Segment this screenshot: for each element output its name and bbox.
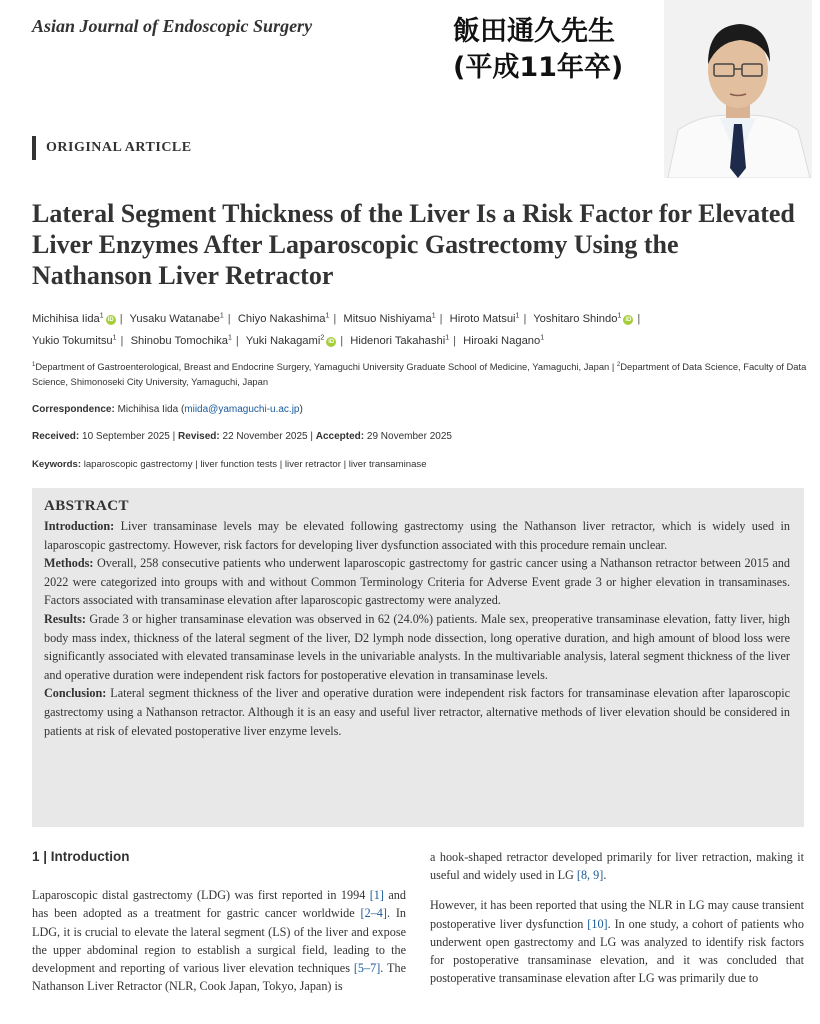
abstract-heading: ABSTRACT [44,498,129,514]
author-list: Michihisa Iida$^1$iD | Yusaku Watanabe$^1$ | Chiyo Nakashima$^1$ | Mitsuo Nishiyama$^1$ | Hiroto Matsui$^1$ | Yoshitaro Shindo$^1$iD | Yukio Tokumitsu$^1$ | Shinobu Tomochika$^1$ | Yuki Nakagami$^2$iD | Hidenori Takahashi$^1$ | Hiroaki Nagano$^1$ [32,312,641,348]
citation-link[interactable]: [2–4] [360,906,387,921]
orcid-icon[interactable]: iD [328,339,335,346]
revised-date: 22 November 2025 [222,431,308,442]
accepted-date: 29 November 2025 [366,431,452,442]
publication-dates: Received: 10 September 2025 | Revised: 22 November 2025 | Accepted: 29 November 2025 [32,431,452,442]
author[interactable]: Hiroaki Nagano$^1$ [463,334,545,348]
author-portrait [664,0,812,178]
journal-name: Asian Journal of Endoscopic Surgery [32,16,313,36]
body-paragraph: a hook-shaped retractor developed primarily for liver retraction, making it useful and widely used in LG [8, 9]. [430,850,804,883]
body-paragraph: However, it has been reported that using the NLR in LG may cause transient postoperative liver dysfunction [10]. In one study, a cohort of patients who underwent open gastrectomy and LG was analyzed to identify risk factors for postoperative transaminase elevation, and it was concluded that postoperative transaminase elevation after LG was primarily due to [430,898,804,986]
orcid-icon[interactable]: iD [625,316,632,323]
author[interactable]: Yoshitaro Shindo$^1$iD [533,312,632,325]
abstract-box [32,488,804,827]
affiliations: $^1$Department of Gastroenterological, Breast and Endocrine Surgery, Yamaguchi University Graduate School of Medicine, Yamaguchi, Japan | $^2$Department of Data Science, Faculty of Data Science, Shimonoseki City University, Yamaguchi, Japan [32,361,807,388]
abstract-conclusion: Conclusion: Lateral segment thickness of the liver and operative duration were independent risk factors for transaminase elevation after laparoscopic gastrectomy using a Nathanson retractor. Although it is an easy and useful liver retractor, alternative methods of liver elevation should be considered in patients at risk of elevated postoperative liver enzyme levels. [44,686,791,738]
abstract-results: Results: Grade 3 or higher transaminase elevation was observed in 62 (24.0%) patients. Male sex, preoperative transaminase elevation, fatty liver, high body mass index, thickness of the lateral segment of the liver, D2 lymph node dissection, long operative duration, and high amount of blood loss were significantly associated with elevated transaminase levels in the univariable analysts. In the multivariable analysis, lateral segment thickness of the liver and operative duration were independent risk factors for postoperative elevation in transaminase levels. [44,611,791,682]
portrait-illustration [664,0,812,178]
author[interactable]: Hiroto Matsui$^1$ [449,312,520,325]
author[interactable]: Yukio Tokumitsu$^1$ [32,334,117,348]
correspondence: Correspondence: Michihisa Iida (miida@yamaguchi-u.ac.jp) [32,404,303,415]
author[interactable]: Chiyo Nakashima$^1$ [237,312,330,325]
keyword-list: laparoscopic gastrectomy | liver function tests | liver retractor | liver transaminase [83,459,427,470]
citation-link[interactable]: [1] [369,888,384,903]
article-title: Lateral Segment Thickness of the Liver Is a Risk Factor for Elevated Liver Enzymes After Laparoscopic Gastrectomy Using the Nathanson Liver Retractor [32,199,795,290]
graduation-year-line: (平成11年卒) [453,52,624,83]
affiliation-1: Department of Gastroenterological, Breast and Endocrine Surgery, Yamaguchi University Graduate School of Medicine, Yamaguchi, Japan [35,361,610,373]
section-heading-introduction: 1 | Introduction [32,849,130,864]
body-paragraph: Laparoscopic distal gastrectomy (LDG) was first reported in 1994 [1] and has been adopted as a treatment for gastric cancer worldwide [2–4]. In LDG, it is crucial to elevate the lateral segment (LS) of the liver and expose the upper abdominal region to establish a surgical field, leading to the development and reporting of various liver elevation techniques [5–7]. The Nathanson Liver Retractor (NLR, Cook Japan, Tokyo, Japan) is [32,888,407,994]
doctor-name-overlay [453,14,623,86]
author[interactable]: Yuki Nakagami$^2$iD [245,334,335,348]
body-column-left [32,848,406,1007]
affiliation-2: Department of Data Science, Faculty of Data Science, Shimonoseki City University, Yamaguchi, Japan [32,361,807,388]
article-type-label: ORIGINAL ARTICLE [32,136,192,160]
body-column-right [430,848,804,999]
author[interactable]: Michihisa Iida$^1$iD [32,312,114,325]
keywords: Keywords: laparoscopic gastrectomy | liver function tests | liver retractor | liver transaminase [32,459,427,470]
author[interactable]: Mitsuo Nishiyama$^1$ [343,312,436,325]
author[interactable]: Shinobu Tomochika$^1$ [130,334,232,348]
author[interactable]: Hidenori Takahashi$^1$ [350,334,450,348]
correspondence-email-link[interactable]: miida@yamaguchi-u.ac.jp [184,404,300,415]
author[interactable]: Yusaku Watanabe$^1$ [129,312,224,325]
citation-link[interactable]: [5–7] [353,961,381,976]
received-date: 10 September 2025 [82,431,170,442]
doctor-name-line: 飯田通久先生 [453,16,615,47]
abstract-methods: Methods: Overall, 258 consecutive patients who underwent laparoscopic gastrectomy for gastric cancer using a Nathanson retractor between 2015 and 2022 were categorized into groups with and without Common Terminology Criteria for Adverse Event grade 3 or higher elevation in transaminases. Factors associated with transaminase elevation after laparoscopic gastrectomy were analyzed. [44,556,790,608]
abstract-introduction: Introduction: Liver transaminase levels may be elevated following gastrectomy using the Nathanson liver retractor, which is widely used in laparoscopic gastrectomy. However, risk factors for developing liver dysfunction associated with this procedure remain unclear. [44,519,790,552]
citation-link[interactable]: [8, 9] [576,868,604,883]
citation-link[interactable]: [10] [587,916,608,931]
orcid-icon[interactable]: iD [107,316,114,323]
